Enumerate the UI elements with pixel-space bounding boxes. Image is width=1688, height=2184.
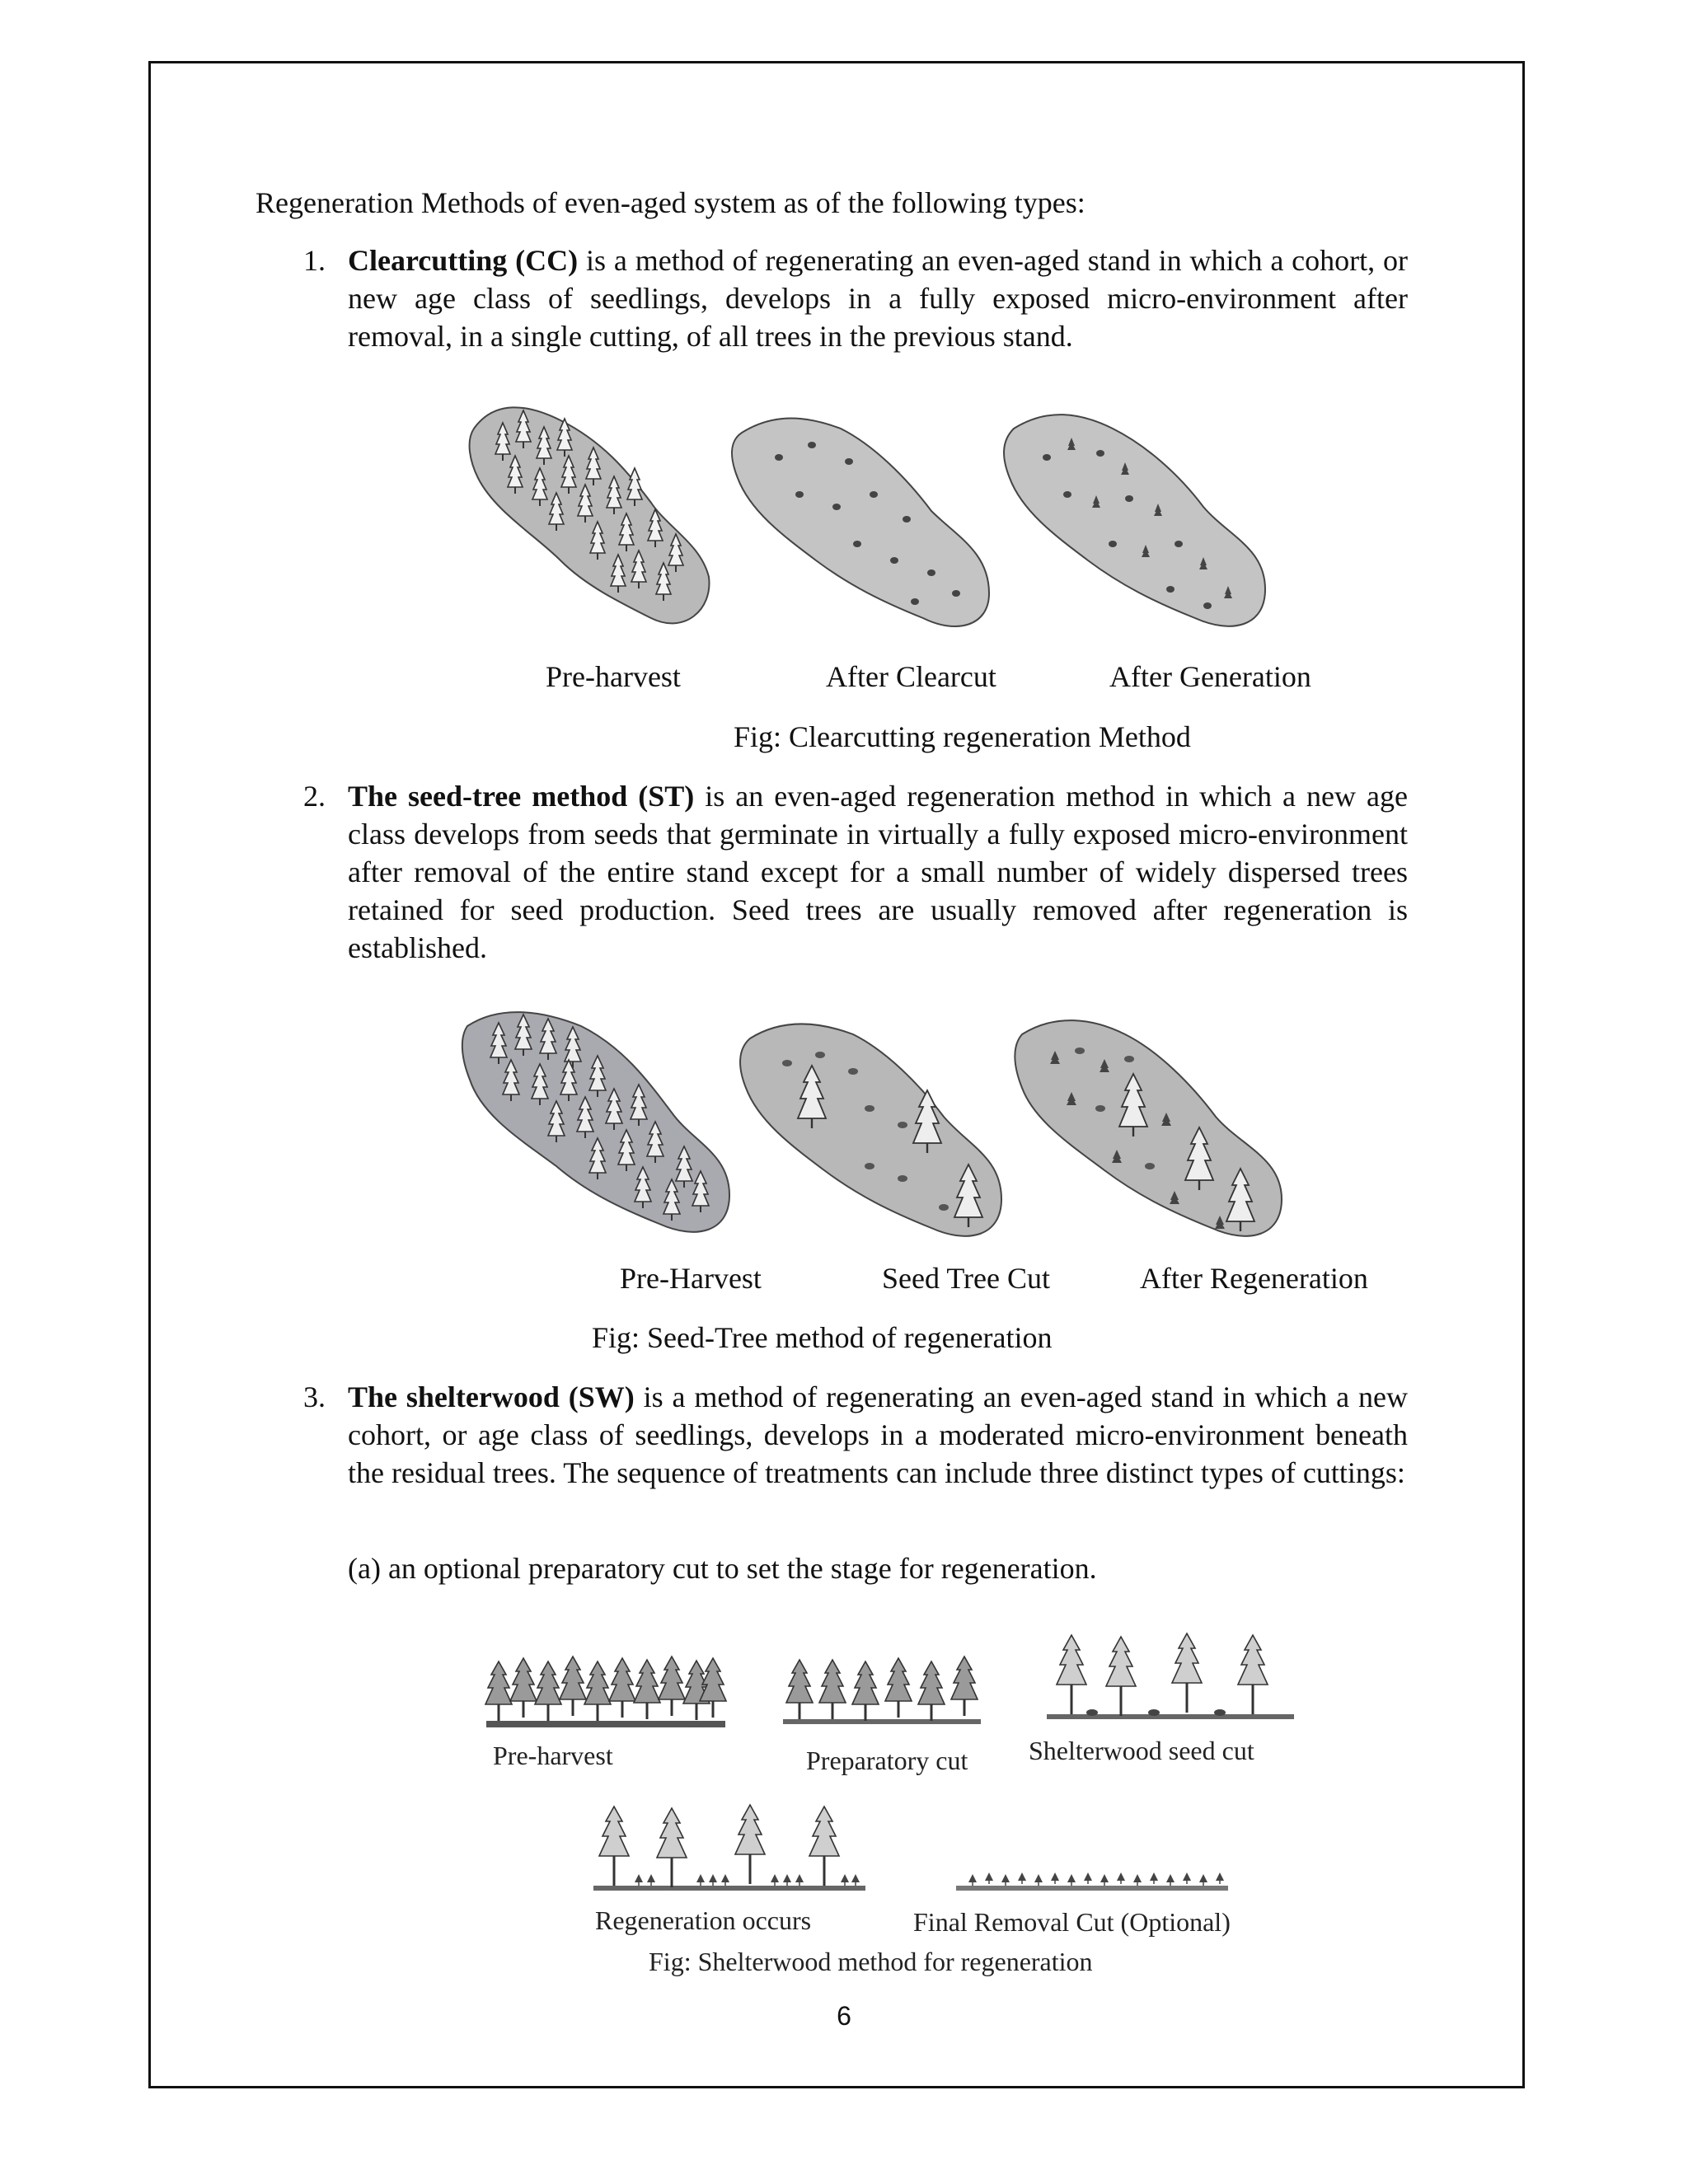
shelterwood-preparatory-drawing (783, 1657, 981, 1724)
definition-seed-tree: is an even-aged regeneration method in which a new age class develops from seeds that germinate in virtually a fully exposed micro-environment after removal of the entire stand except for a small number of widely dispersed trees retained for seed production. Seed trees are usually removed after regeneration is established. (348, 780, 1408, 964)
shelterwood-seed-cut-drawing (1047, 1633, 1294, 1719)
fig2-label-pre-harvest: Pre-Harvest (620, 1262, 762, 1295)
fig2-label-after-regeneration: After Regeneration (1140, 1262, 1368, 1295)
shelterwood-regeneration-drawing (593, 1805, 865, 1891)
stand-blob-after-clearcut (732, 419, 989, 627)
seed-tree-illustration (457, 1001, 1331, 1265)
fig2-caption: Fig: Seed-Tree method of regeneration (592, 1321, 1053, 1354)
intro-text: Regeneration Methods of even-aged system as of the following types: (256, 186, 1085, 219)
fig3-label-regeneration-occurs: Regeneration occurs (595, 1905, 812, 1935)
definition-shelterwood: is a method of regenerating an even-aged stand in which a new cohort, or age class of seedlings, develops in a moderated micro-environment beneath the residual trees. The sequence of treatments can include three distinct types of cuttings: (348, 1380, 1408, 1489)
list-item-clearcutting (303, 241, 1408, 355)
list-number: 3. (303, 1380, 326, 1413)
fig2-label-seed-tree-cut: Seed Tree Cut (882, 1262, 1051, 1295)
fig1-label-after-clearcut: After Clearcut (826, 660, 996, 693)
page-number: 6 (837, 2001, 851, 2031)
fig3-caption: Fig: Shelterwood method for regeneration (649, 1947, 1093, 1976)
term-seed-tree: The seed-tree method (ST) (348, 780, 695, 813)
shelterwood-preharvest-drawing (485, 1657, 726, 1727)
fig1-caption: Fig: Clearcutting regeneration Method (734, 720, 1191, 753)
fig3-label-preparatory-cut: Preparatory cut (806, 1746, 968, 1775)
term-clearcutting: Clearcutting (CC) (348, 244, 579, 277)
definition-clearcutting: is a method of regenerating an even-aged stand in which a cohort, or new age class of seedlings, develops in a fully exposed micro-environment after removal, in a single cutting, of all trees in the previous stand. (348, 244, 1408, 353)
fig3-label-preharvest: Pre-harvest (493, 1741, 613, 1770)
fig3-label-final-removal-cut: Final Removal Cut (Optional) (913, 1907, 1231, 1937)
list-item-body (348, 777, 1408, 967)
list-item-body (348, 1378, 1408, 1492)
shelterwood-final-removal-drawing (956, 1872, 1228, 1891)
term-shelterwood: The shelterwood (SW) (348, 1380, 635, 1413)
list-item-shelterwood (303, 1378, 1408, 1492)
list-item-seed-tree (303, 777, 1408, 967)
fig1-label-preharvest: Pre-harvest (546, 660, 681, 693)
fig1-label-after-generation: After Generation (1109, 660, 1311, 693)
fig3-label-shelterwood-seed-cut: Shelterwood seed cut (1029, 1736, 1254, 1765)
list-number: 1. (303, 244, 326, 277)
list-item-body (348, 241, 1408, 355)
clearcutting-illustration (462, 396, 1302, 659)
sub-item-preparatory-cut: (a) an optional preparatory cut to set the stage for regeneration. (348, 1552, 1097, 1585)
list-number: 2. (303, 780, 326, 813)
